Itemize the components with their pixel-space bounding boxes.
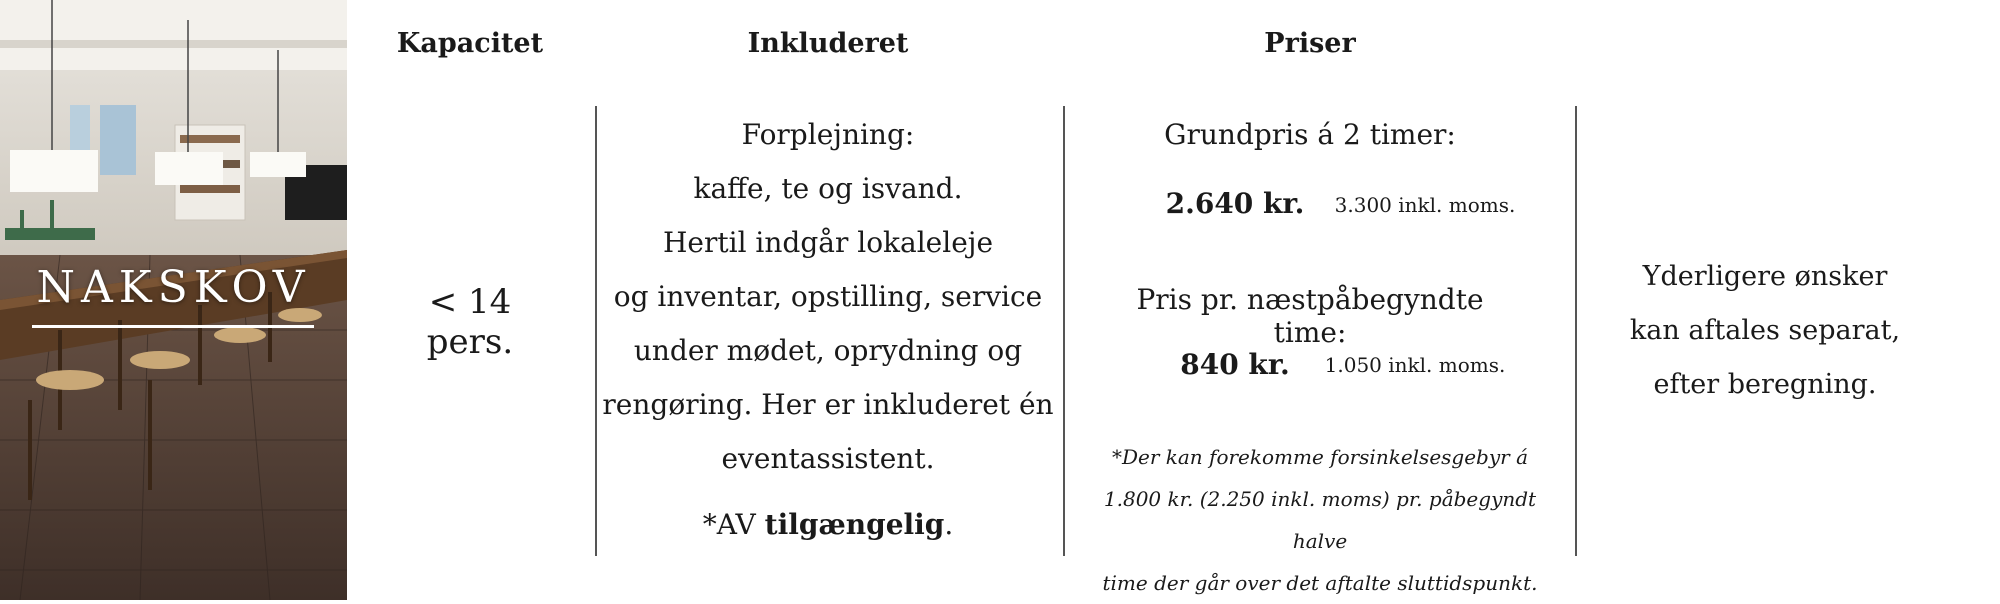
included-line: eventassistent. bbox=[721, 442, 935, 475]
included-line: rengøring. Her er inkluderet én bbox=[602, 388, 1054, 421]
included-line: under mødet, oprydning og bbox=[633, 334, 1023, 367]
hour-price-label: Pris pr. næstpåbegyndte time: bbox=[1136, 283, 1484, 349]
header-included: Inkluderet bbox=[747, 28, 909, 59]
included-line: Hertil indgår lokaleleje bbox=[662, 226, 994, 259]
extras-line: Yderligere ønsker bbox=[1642, 261, 1888, 292]
venue-name: NAKSKOV bbox=[36, 262, 311, 313]
base-price-incl-vat: 3.300 inkl. moms. bbox=[1334, 193, 1516, 217]
divider-1 bbox=[595, 106, 597, 556]
note-line: *Der kan forekomme forsinkelsesgebyr á bbox=[1111, 445, 1529, 469]
divider-3 bbox=[1575, 106, 1577, 556]
base-price: 2.640 kr. bbox=[1165, 187, 1305, 220]
note-line: time der går over det aftalte sluttidspunkt. bbox=[1102, 571, 1538, 595]
late-fee-note bbox=[1080, 436, 1560, 604]
extras-column bbox=[1585, 250, 1945, 412]
base-price-label: Grundpris á 2 timer: bbox=[1164, 118, 1456, 151]
av-availability bbox=[598, 498, 1058, 552]
venue-name-underline bbox=[32, 325, 314, 328]
note-line: 1.800 kr. (2.250 inkl. moms) pr. påbegyndt halve bbox=[1103, 487, 1537, 553]
venue-photo bbox=[0, 0, 347, 600]
included-line: og inventar, opstilling, service bbox=[613, 280, 1043, 313]
hour-price: 840 kr. bbox=[1180, 348, 1290, 381]
included-line: Forplejning: bbox=[741, 118, 915, 151]
included-line: kaffe, te og isvand. bbox=[693, 172, 963, 205]
header-capacity: Kapacitet bbox=[396, 28, 544, 59]
capacity-value: < 14 pers. bbox=[426, 282, 514, 362]
av-suffix: . bbox=[944, 508, 954, 541]
header-prices: Priser bbox=[1264, 28, 1356, 59]
included-column bbox=[598, 108, 1058, 552]
divider-2 bbox=[1063, 106, 1065, 556]
extras-line: efter beregning. bbox=[1653, 369, 1877, 400]
av-bold: tilgængelig bbox=[764, 508, 945, 541]
extras-line: kan aftales separat, bbox=[1629, 315, 1901, 346]
hour-price-incl-vat: 1.050 inkl. moms. bbox=[1324, 353, 1506, 377]
av-prefix: *AV bbox=[702, 508, 765, 541]
